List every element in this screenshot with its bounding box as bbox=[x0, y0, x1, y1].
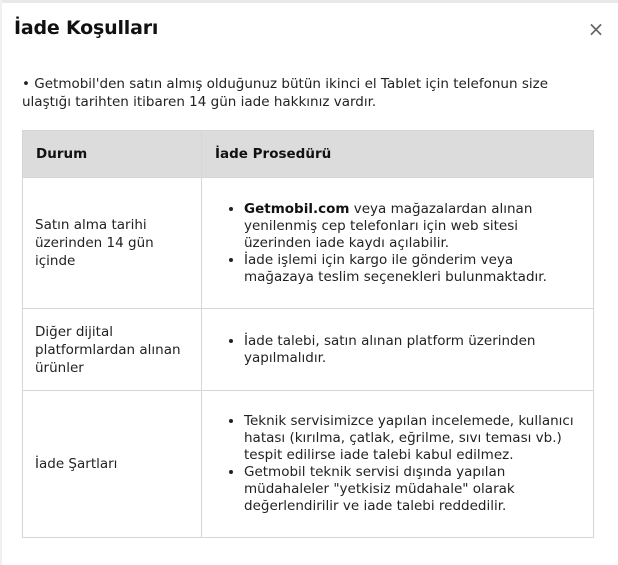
list-item bbox=[244, 201, 583, 252]
header-procedure: İade Prosedürü bbox=[202, 131, 594, 178]
table-row bbox=[23, 178, 594, 309]
table-row bbox=[23, 309, 594, 391]
table-header-row bbox=[23, 131, 594, 178]
row-procedure bbox=[202, 178, 594, 309]
row-procedure bbox=[202, 309, 594, 391]
intro-text: • Getmobil'den satın almış olduğunuz bütün ikinci el Tablet için telefonun size ulaştığı tarihten itibaren 14 gün iade hakkınız vardır. bbox=[22, 76, 549, 110]
return-conditions-table bbox=[22, 130, 594, 538]
table-row bbox=[23, 391, 594, 538]
item-text: İade talebi, satın alınan platform üzerinden yapılmalıdır. bbox=[244, 332, 536, 366]
list-item bbox=[244, 413, 583, 464]
row-status: Diğer dijital platformlardan alınan ürünler bbox=[23, 309, 202, 391]
item-text: Getmobil teknik servisi dışında yapılan müdahaleler "yetkisiz müdahale" olarak değerlendirilir ve iade talebi reddedilir. bbox=[244, 464, 515, 514]
dialog-title: İade Koşulları bbox=[14, 17, 159, 39]
item-text: İade işlemi için kargo ile gönderim veya mağazaya teslim seçenekleri bulunmaktadır. bbox=[244, 251, 547, 285]
item-text: Teknik servisimizce yapılan incelemede, kullanıcı hatası (kırılma, çatlak, eğrilme, sıvı teması vb.) tespit edilirse iade talebi kabul edilmez. bbox=[244, 413, 574, 463]
row-status: İade Şartları bbox=[23, 391, 202, 538]
header-status: Durum bbox=[23, 131, 202, 178]
brand-name: Getmobil.com bbox=[244, 200, 350, 217]
row-status: Satın alma tarihi üzerinden 14 gün içinde bbox=[23, 178, 202, 309]
row-procedure bbox=[202, 391, 594, 538]
list-item bbox=[244, 464, 583, 515]
item-text: veya mağazalardan alınan yenilenmiş cep telefonları için web sitesi üzerinden iade kaydı açılabilir. bbox=[244, 200, 533, 251]
left-edge bbox=[0, 0, 2, 565]
top-divider bbox=[0, 0, 618, 3]
close-icon[interactable]: × bbox=[587, 17, 605, 41]
list-item bbox=[244, 333, 583, 367]
list-item bbox=[244, 252, 583, 286]
